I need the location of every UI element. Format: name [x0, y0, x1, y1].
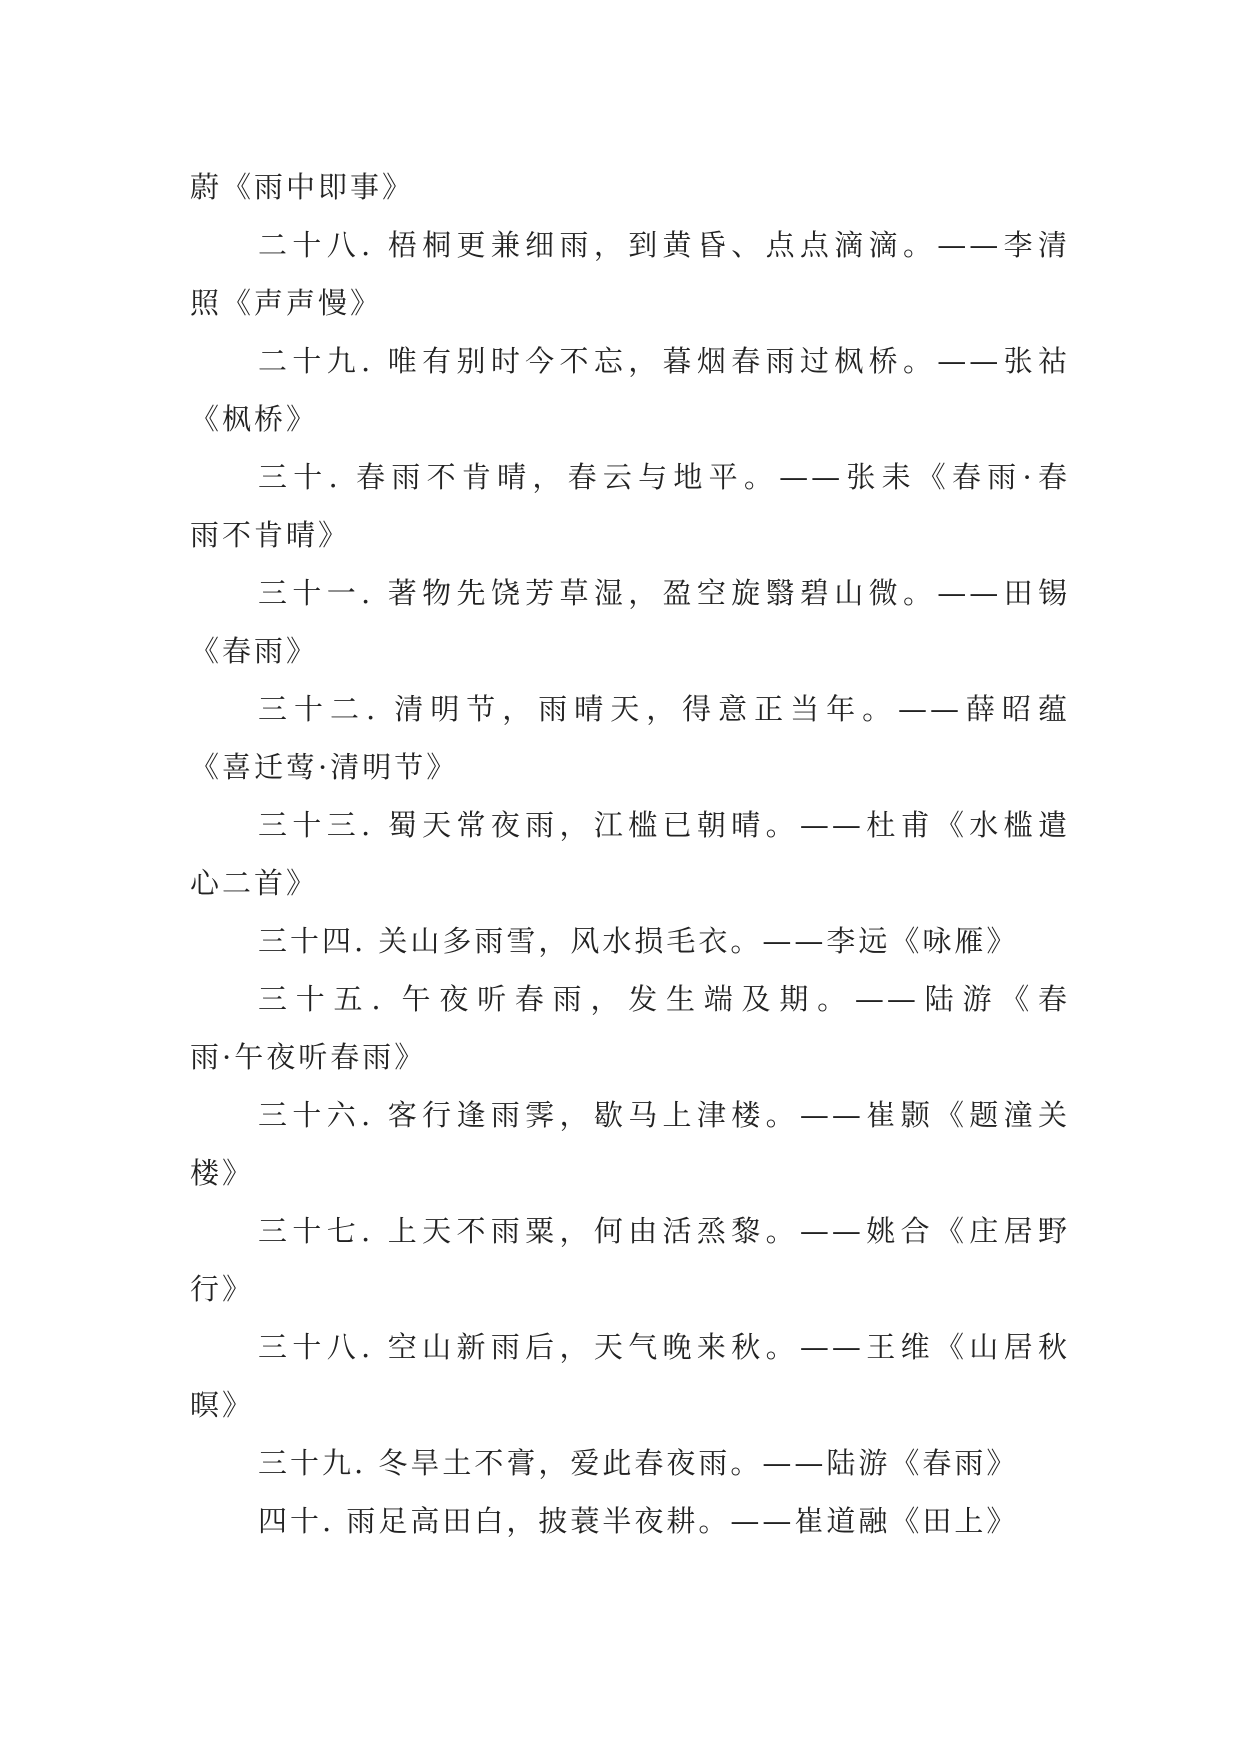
text-line: 三十七. 上天不雨粟，何由活烝黎。——姚合《庄居野	[258, 1214, 1070, 1248]
text-line: 四十. 雨足高田白，披蓑半夜耕。——崔道融《田上》	[258, 1504, 1019, 1538]
text-line: 《枫桥》	[190, 402, 319, 436]
poem-text-block	[190, 158, 1070, 1550]
text-line: 二十八. 梧桐更兼细雨，到黄昏、点点滴滴。——李清	[258, 228, 1070, 262]
text-line: 三十八. 空山新雨后，天气晚来秋。——王维《山居秋	[258, 1330, 1070, 1364]
text-line: 《春雨》	[190, 634, 319, 668]
text-line: 三十六. 客行逢雨霁，歇马上津楼。——崔颢《题潼关	[258, 1098, 1070, 1132]
text-line: 雨·午夜听春雨》	[190, 1040, 427, 1074]
text-line: 心二首》	[190, 866, 319, 900]
text-line: 三十一. 著物先饶芳草湿，盈空旋翳碧山微。——田锡	[258, 576, 1070, 610]
text-line: 楼》	[190, 1156, 255, 1190]
text-line: 三十. 春雨不肯晴，春云与地平。——张耒《春雨·春	[258, 460, 1070, 494]
text-line: 雨不肯晴》	[190, 518, 351, 552]
text-line: 三十四. 关山多雨雪，风水损毛衣。——李远《咏雁》	[258, 924, 1019, 958]
text-line: 《喜迁莺·清明节》	[190, 750, 459, 784]
text-line: 三十五. 午夜听春雨，发生端及期。——陆游《春	[258, 982, 1070, 1016]
text-line: 蔚《雨中即事》	[190, 170, 415, 204]
text-line: 行》	[190, 1272, 255, 1306]
text-line: 三十九. 冬旱土不膏，爱此春夜雨。——陆游《春雨》	[258, 1446, 1019, 1480]
text-line: 暝》	[190, 1388, 255, 1422]
text-line: 三十二. 清明节，雨晴天，得意正当年。——薛昭蕴	[258, 692, 1070, 726]
text-line: 照《声声慢》	[190, 286, 383, 320]
text-line: 三十三. 蜀天常夜雨，江槛已朝晴。——杜甫《水槛遣	[258, 808, 1070, 842]
text-line: 二十九. 唯有别时今不忘，暮烟春雨过枫桥。——张祜	[258, 344, 1070, 378]
